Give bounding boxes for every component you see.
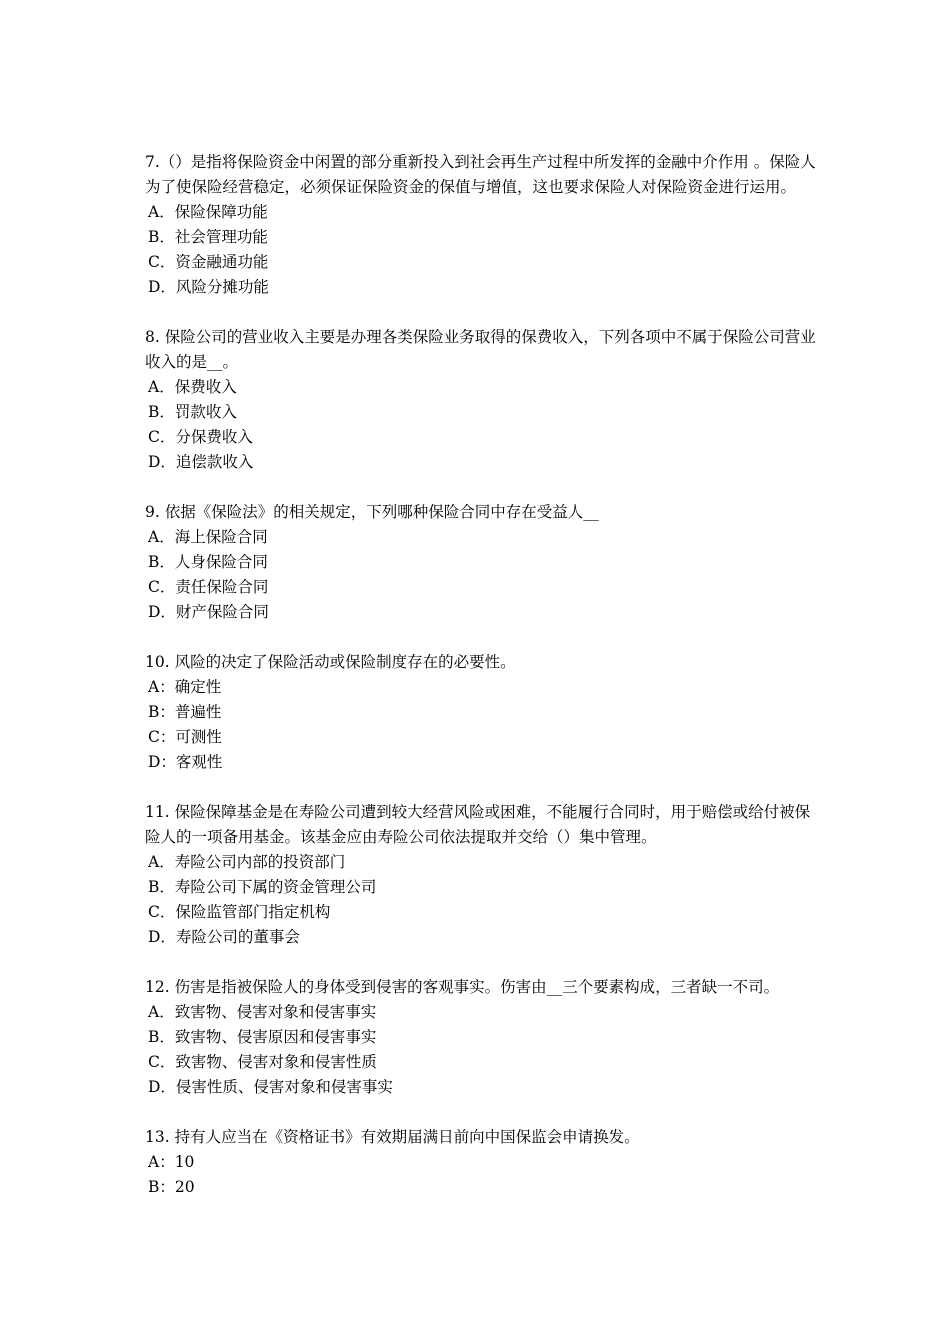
option-c: C．资金融通功能 bbox=[148, 253, 269, 271]
option-b: B．人身保险合同 bbox=[148, 553, 268, 571]
option-b: B：20 bbox=[148, 1178, 195, 1196]
question-9 bbox=[145, 500, 825, 625]
option-b: B．社会管理功能 bbox=[148, 228, 268, 246]
option-b: B．罚款收入 bbox=[148, 403, 237, 421]
option-c: C．责任保险合同 bbox=[148, 578, 269, 596]
option-list bbox=[145, 525, 825, 625]
option-list bbox=[145, 1150, 825, 1200]
question-7 bbox=[145, 150, 825, 300]
option-c: C．分保费收入 bbox=[148, 428, 253, 446]
option-d: D．寿险公司的董事会 bbox=[148, 928, 300, 946]
question-10 bbox=[145, 650, 825, 775]
question-stem: 12. 伤害是指被保险人的身体受到侵害的客观事实。伤害由__三个要素构成，三者缺一不司。 bbox=[145, 978, 780, 996]
option-d: D．风险分摊功能 bbox=[148, 278, 269, 296]
question-12 bbox=[145, 975, 825, 1100]
question-stem: 9. 依据《保险法》的相关规定，下列哪种保险合同中存在受益人__ bbox=[145, 503, 599, 521]
question-stem: 10. 风险的决定了保险活动或保险制度存在的必要性。 bbox=[145, 653, 516, 671]
option-list bbox=[145, 1000, 825, 1100]
option-list bbox=[145, 375, 825, 475]
option-c: C．致害物、侵害对象和侵害性质 bbox=[148, 1053, 377, 1071]
question-13 bbox=[145, 1125, 825, 1200]
document-page bbox=[145, 150, 825, 1225]
option-a: A．保费收入 bbox=[148, 378, 237, 396]
option-a: A．致害物、侵害对象和侵害事实 bbox=[148, 1003, 377, 1021]
option-c: C．保险监管部门指定机构 bbox=[148, 903, 331, 921]
option-b: B．寿险公司下属的资金管理公司 bbox=[148, 878, 377, 896]
option-d: D．侵害性质、侵害对象和侵害事实 bbox=[148, 1078, 393, 1096]
option-a: A．寿险公司内部的投资部门 bbox=[148, 853, 346, 871]
option-c: C：可测性 bbox=[148, 728, 222, 746]
option-list bbox=[145, 675, 825, 775]
option-a: A：10 bbox=[148, 1153, 195, 1171]
option-d: D．财产保险合同 bbox=[148, 603, 269, 621]
question-11 bbox=[145, 800, 825, 950]
option-a: A：确定性 bbox=[148, 678, 222, 696]
option-a: A．保险保障功能 bbox=[148, 203, 268, 221]
option-b: B．致害物、侵害原因和侵害事实 bbox=[148, 1028, 377, 1046]
option-a: A．海上保险合同 bbox=[148, 528, 268, 546]
option-d: D．追偿款收入 bbox=[148, 453, 254, 471]
question-stem: 13. 持有人应当在《资格证书》有效期届满日前向中国保监会申请换发。 bbox=[145, 1128, 640, 1146]
question-stem: 8. 保险公司的营业收入主要是办理各类保险业务取得的保费收入，下列各项中不属于保险公司营业收入的是__。 bbox=[145, 328, 816, 371]
option-b: B：普遍性 bbox=[148, 703, 222, 721]
question-8 bbox=[145, 325, 825, 475]
option-list bbox=[145, 850, 825, 950]
question-stem: 7.（）是指将保险资金中闲置的部分重新投入到社会再生产过程中所发挥的金融中介作用 。保险人为了使保险经营稳定，必须保证保险资金的保值与增值，这也要求保险人对保险资金进行运用。 bbox=[145, 153, 816, 196]
option-d: D：客观性 bbox=[148, 753, 223, 771]
question-stem: 11. 保险保障基金是在寿险公司遭到较大经营风险或困难，不能履行合同时，用于赔偿或给付被保险人的一项备用基金。该基金应由寿险公司依法提取并交给（）集中管理。 bbox=[145, 803, 811, 846]
option-list bbox=[145, 200, 825, 300]
